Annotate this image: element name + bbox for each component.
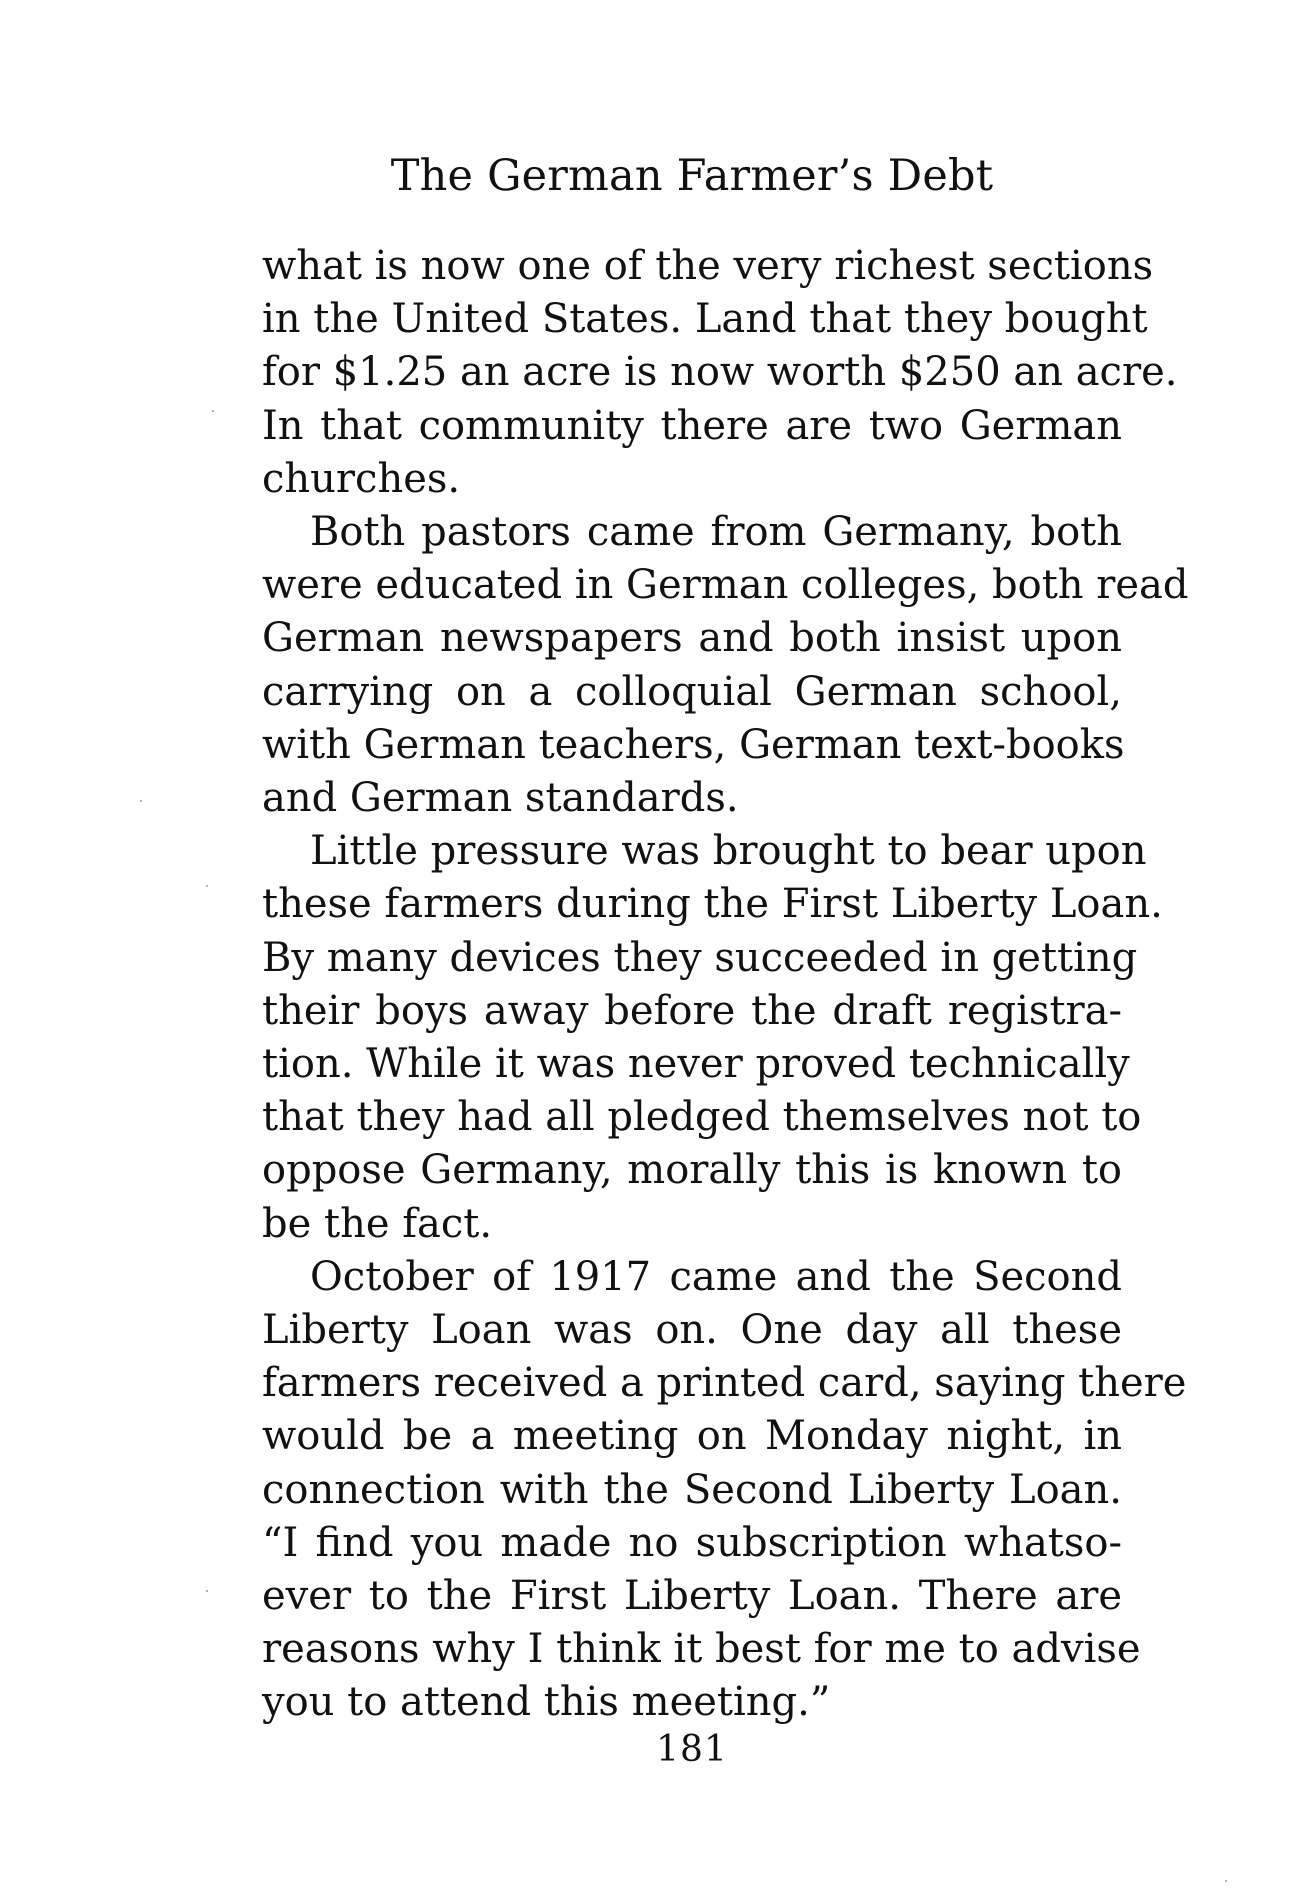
text-line: you to attend this meeting.”: [262, 1679, 831, 1726]
text-line: farmers received a printed card, saying there: [262, 1360, 1187, 1407]
paragraph-3: [262, 825, 1163, 1251]
scan-speck: [206, 1590, 208, 1592]
page-number: 181: [656, 1729, 728, 1770]
text-line: their boys away before the draft registra-: [262, 987, 1122, 1034]
text-line: with German teachers, German text-books: [262, 721, 1125, 768]
text-line: these farmers during the First Liberty Loan.: [262, 881, 1163, 928]
text-line: connection with the Second Liberty Loan.: [262, 1466, 1122, 1513]
text-line: would be a meeting on Monday night, in: [262, 1413, 1122, 1460]
paragraph-2: [262, 506, 1189, 825]
paragraph-1: [262, 240, 1178, 506]
text-line: oppose Germany, morally this is known to: [262, 1147, 1122, 1194]
text-line: what is now one of the very richest sections: [262, 243, 1154, 289]
text-line: reasons why I think it best for me to advise: [262, 1626, 1141, 1673]
paragraph-4: [262, 1251, 1187, 1730]
text-line: tion. While it was never proved technically: [262, 1041, 1130, 1088]
text-line: ever to the First Liberty Loan. There are: [262, 1573, 1122, 1620]
text-line: and German standards.: [262, 775, 739, 822]
text-line: Little pressure was brought to bear upon: [310, 828, 1147, 875]
text-line: in the United States. Land that they bought: [262, 296, 1148, 343]
text-line: carrying on a colloquial German school,: [262, 668, 1122, 715]
text-line: were educated in German colleges, both read: [262, 562, 1189, 609]
text-line: Both pastors came from Germany, both: [310, 509, 1122, 556]
text-line: By many devices they succeeded in getting: [262, 934, 1138, 981]
text-line: Liberty Loan was on. One day all these: [262, 1307, 1122, 1354]
text-line: In that community there are two German: [262, 402, 1122, 449]
scan-speck: [140, 800, 142, 802]
text-line: be the fact.: [262, 1200, 493, 1247]
scan-speck: [1225, 1880, 1227, 1882]
scan-speck: [206, 885, 208, 887]
text-line: October of 1917 came and the Second: [310, 1253, 1122, 1300]
text-line: churches.: [262, 455, 461, 502]
running-head: The German Farmer’s Debt: [390, 151, 994, 201]
body-text: [262, 240, 1189, 1730]
text-line: for $1.25 an acre is now worth $250 an acre.: [262, 349, 1178, 396]
text-line: “I find you made no subscription whatso-: [262, 1519, 1122, 1566]
text-line: that they had all pledged themselves not to: [262, 1094, 1142, 1141]
text-line: German newspapers and both insist upon: [262, 615, 1122, 662]
scan-speck: [212, 410, 214, 412]
